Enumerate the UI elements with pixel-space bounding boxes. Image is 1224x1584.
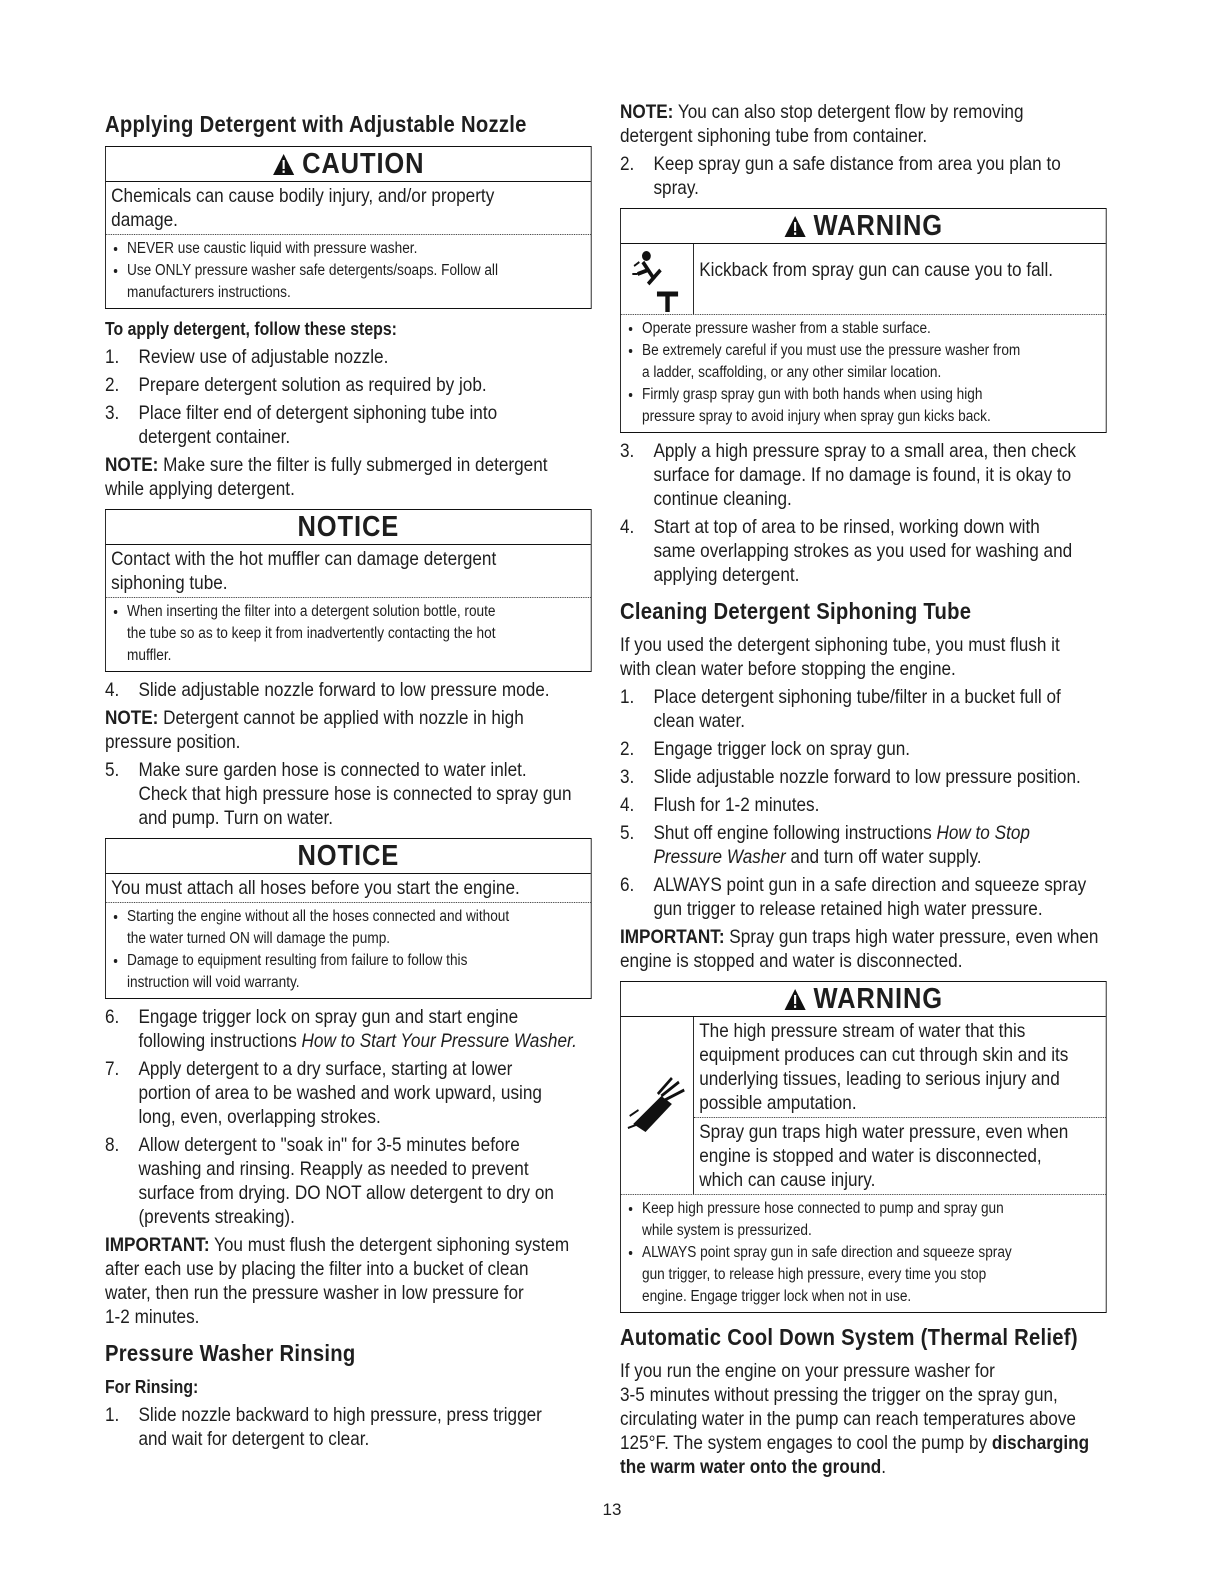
- hazard-message: The high pressure stream of water that this equipment produces can cut through skin and its underlying tissues, leading to serious injury and possible amputation.: [694, 1017, 1106, 1118]
- paragraph: [620, 633, 1107, 681]
- step-item: [105, 678, 592, 702]
- bullet-item: • Firmly grasp spray gun with both hands when using high pressure spray to avoid injury when spray gun kicks back.: [642, 384, 1100, 428]
- step-item: [105, 345, 592, 369]
- section-heading: Automatic Cool Down System (Thermal Relief): [620, 1324, 1078, 1350]
- step-item: [620, 439, 1107, 511]
- step-item: [620, 793, 1107, 817]
- text-segment: and turn off water supply.: [785, 846, 982, 868]
- bullet-item: • Operate pressure washer from a stable surface.: [642, 318, 1100, 340]
- step-text: [138, 678, 549, 702]
- bullet-list: [106, 598, 591, 671]
- step-number: 2.: [105, 374, 120, 396]
- step-text: [138, 1403, 541, 1451]
- text-segment: Prepare detergent solution as required by job.: [138, 374, 487, 396]
- section-heading: Pressure Washer Rinsing: [105, 1340, 356, 1366]
- step-number: 6.: [620, 874, 635, 896]
- step-number: 3.: [105, 402, 120, 424]
- step-item: [620, 515, 1107, 587]
- warning-triangle-icon: [784, 983, 814, 1015]
- hazard-message: Kickback from spray gun can cause you to fall.: [699, 259, 1054, 281]
- step-text: [138, 1005, 576, 1053]
- step-item: [105, 1403, 592, 1451]
- page-number: 13: [602, 1500, 622, 1519]
- text-segment: Review use of adjustable nozzle.: [138, 346, 389, 368]
- step-text: [653, 737, 910, 761]
- step-text: [653, 821, 1029, 869]
- text-segment: Detergent cannot be applied with nozzle in high pressure position.: [105, 707, 524, 753]
- warning-header: [621, 982, 1106, 1017]
- text-segment: You must flush the detergent siphoning system after each use by placing the filter into a bucket of clean water, then run the pressure washer in low pressure for 1-2 minutes.: [105, 1234, 570, 1328]
- hazard-message: Spray gun traps high water pressure, even when engine is stopped and water is disconnected, which can cause injury.: [699, 1121, 1069, 1191]
- note-label: NOTE:: [105, 454, 159, 476]
- text-segment: Start at top of area to be rinsed, working down with same overlapping strokes as you used for washing and applying detergent.: [653, 516, 1073, 586]
- bullet-list: [621, 1195, 1106, 1312]
- bullet-item: • Starting the engine without all the hoses connected and without the water turned ON will damage the pump.: [127, 906, 585, 950]
- step-text: [653, 439, 1076, 511]
- kickback-fall-icon: [621, 244, 694, 314]
- warning-title: WARNING: [813, 983, 944, 1015]
- step-text: [138, 401, 497, 449]
- step-text: [653, 793, 819, 817]
- step-number: 3.: [620, 440, 635, 462]
- warning-triangle-icon: [272, 148, 302, 180]
- warning-title: WARNING: [813, 210, 944, 242]
- bullet-item: • NEVER use caustic liquid with pressure washer.: [127, 238, 585, 260]
- step-item: [105, 758, 592, 830]
- note-paragraph: [105, 1233, 592, 1329]
- warning-triangle-icon: [784, 210, 814, 242]
- step-item: [620, 737, 1107, 761]
- step-text: [138, 1133, 554, 1229]
- subheading: To apply detergent, follow these steps:: [105, 319, 397, 339]
- hazard-message: You must attach all hoses before you start the engine.: [106, 874, 591, 903]
- note-paragraph: [620, 925, 1107, 973]
- step-text: [653, 765, 1080, 789]
- step-item: [620, 821, 1107, 869]
- right-column: [620, 100, 1107, 1483]
- section-heading: Applying Detergent with Adjustable Nozzle: [105, 111, 527, 137]
- step-item: [105, 1057, 592, 1129]
- caution-header: [106, 147, 591, 182]
- step-item: [105, 1133, 592, 1229]
- note-label: IMPORTANT:: [105, 1234, 210, 1256]
- high-pressure-injection-icon: [621, 1017, 694, 1194]
- warning-box: [620, 981, 1107, 1313]
- step-item: [105, 373, 592, 397]
- bullet-item: • Keep high pressure hose connected to pump and spray gun while system is pressurized.: [642, 1198, 1100, 1242]
- text-segment: Keep spray gun a safe distance from area you plan to spray.: [653, 153, 1061, 199]
- text-segment: If you run the engine on your pressure washer for 3-5 minutes without pressing the trigger on the spray gun, circulating water in the pump can reach temperatures above 125°F. The system engages to cool the pump by: [620, 1360, 1076, 1454]
- step-number: 4.: [105, 679, 120, 701]
- note-label: NOTE:: [105, 707, 159, 729]
- note-label: IMPORTANT:: [620, 926, 725, 948]
- note-paragraph: [105, 706, 592, 754]
- step-item: [620, 152, 1107, 200]
- step-number: 4.: [620, 516, 635, 538]
- text-segment: Place filter end of detergent siphoning tube into detergent container.: [138, 402, 498, 448]
- step-number: 1.: [620, 686, 635, 708]
- notice-title: NOTICE: [297, 511, 400, 543]
- bullet-item: • Damage to equipment resulting from failure to follow this instruction will void warranty.: [127, 950, 585, 994]
- text-segment: You can also stop detergent flow by removing detergent siphoning tube from container.: [620, 101, 1024, 147]
- step-item: [105, 1005, 592, 1053]
- step-item: [620, 765, 1107, 789]
- text-segment: Spray gun traps high water pressure, even when engine is stopped and water is disconnected.: [620, 926, 1099, 972]
- messages: [694, 244, 1106, 314]
- caution-title: CAUTION: [302, 148, 425, 180]
- italic-text: How to Stop Pressure Washer: [653, 822, 1030, 868]
- text-segment: Slide adjustable nozzle forward to low pressure position.: [653, 766, 1081, 788]
- step-number: 2.: [620, 153, 635, 175]
- step-number: 2.: [620, 738, 635, 760]
- step-text: [653, 873, 1086, 921]
- text-segment: Shut off engine following instructions: [653, 822, 937, 844]
- step-number: 5.: [620, 822, 635, 844]
- step-item: [620, 873, 1107, 921]
- hazard-message: Contact with the hot muffler can damage detergent siphoning tube.: [106, 545, 591, 598]
- step-text: [138, 373, 486, 397]
- step-text: [653, 685, 1060, 733]
- text-segment: Slide nozzle backward to high pressure, press trigger and wait for detergent to clear.: [138, 1404, 542, 1450]
- bullet-list: [621, 315, 1106, 432]
- warning-box: [620, 208, 1107, 433]
- bold-text: discharging the warm water onto the ground: [620, 1432, 1090, 1478]
- text-segment: Apply a high pressure spray to a small area, then check surface for damage. If no damage is found, it is okay to continue cleaning.: [653, 440, 1076, 510]
- text-segment: Make sure garden hose is connected to water inlet. Check that high pressure hose is connected to spray gun and pump. Turn on water.: [138, 759, 572, 829]
- step-text: [138, 345, 388, 369]
- italic-text: How to Start Your Pressure Washer.: [301, 1030, 577, 1052]
- warning-header: [621, 209, 1106, 244]
- text-segment: Engage trigger lock on spray gun.: [653, 738, 911, 760]
- notice-header: [106, 839, 591, 874]
- message-row: [621, 244, 1106, 315]
- note-paragraph: [105, 453, 592, 501]
- step-text: [653, 515, 1072, 587]
- text-segment: Apply detergent to a dry surface, starting at lower portion of area to be washed and work upward, using long, even, overlapping strokes.: [138, 1058, 542, 1128]
- step-number: 4.: [620, 794, 635, 816]
- text-segment: Make sure the filter is fully submerged in detergent while applying detergent.: [105, 454, 548, 500]
- step-number: 1.: [105, 346, 120, 368]
- caution-box: [105, 146, 592, 309]
- step-item: [620, 685, 1107, 733]
- text-segment: Slide adjustable nozzle forward to low pressure mode.: [138, 679, 550, 701]
- subheading: For Rinsing:: [105, 1377, 199, 1397]
- bullet-list: [106, 903, 591, 998]
- left-column: [105, 100, 592, 1455]
- text-segment: ALWAYS point gun in a safe direction and squeeze spray gun trigger to release retained high water pressure.: [653, 874, 1087, 920]
- step-text: [653, 152, 1060, 200]
- step-item: [105, 401, 592, 449]
- text-segment: Place detergent siphoning tube/filter in a bucket full of clean water.: [653, 686, 1061, 732]
- message-row: [621, 1017, 1106, 1195]
- bullet-item: • ALWAYS point spray gun in safe direction and squeeze spray gun trigger, to release high pressure, every time you stop engine. Engage trigger lock when not in use.: [642, 1242, 1100, 1308]
- note-label: NOTE:: [620, 101, 674, 123]
- bullet-item: • When inserting the filter into a detergent solution bottle, route the tube so as to keep it from inadvertently contacting the hot muffler.: [127, 601, 585, 667]
- step-number: 6.: [105, 1006, 120, 1028]
- bullet-list: [106, 235, 591, 308]
- step-number: 5.: [105, 759, 120, 781]
- step-number: 3.: [620, 766, 635, 788]
- text-segment: If you used the detergent siphoning tube, you must flush it with clean water before stopping the engine.: [620, 634, 1060, 680]
- note-paragraph: [620, 100, 1107, 148]
- step-text: [138, 758, 571, 830]
- text-segment: Allow detergent to "soak in" for 3-5 minutes before washing and rinsing. Reapply as needed to prevent surface from drying. DO NOT allow detergent to dry on (prevents streaking).: [138, 1134, 554, 1228]
- text-segment: .: [881, 1456, 886, 1478]
- text-segment: Flush for 1-2 minutes.: [653, 794, 820, 816]
- paragraph: [620, 1359, 1107, 1479]
- messages: [694, 1017, 1106, 1194]
- step-number: 1.: [105, 1404, 120, 1426]
- notice-title: NOTICE: [297, 840, 400, 872]
- step-number: 8.: [105, 1134, 120, 1156]
- notice-header: [106, 510, 591, 545]
- text-segment: Engage trigger lock on spray gun and start engine following instructions: [138, 1006, 519, 1052]
- bullet-item: • Be extremely careful if you must use the pressure washer from a ladder, scaffolding, or any other similar location.: [642, 340, 1100, 384]
- bullet-item: • Use ONLY pressure washer safe detergents/soaps. Follow all manufacturers instructions.: [127, 260, 585, 304]
- notice-box: [105, 838, 592, 999]
- step-number: 7.: [105, 1058, 120, 1080]
- step-text: [138, 1057, 542, 1129]
- hazard-message: Chemicals can cause bodily injury, and/or property damage.: [106, 182, 591, 235]
- section-heading: Cleaning Detergent Siphoning Tube: [620, 598, 972, 624]
- notice-box: [105, 509, 592, 672]
